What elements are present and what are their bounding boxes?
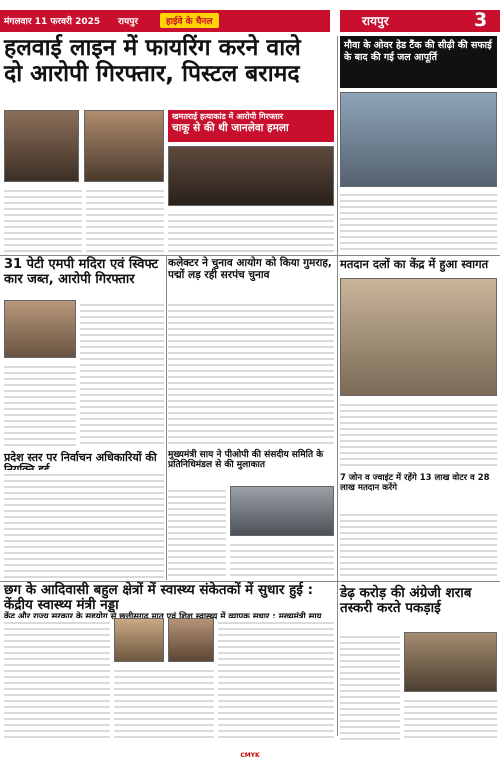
sub-headline-line2: चाकू से की थी जानलेवा हमला [172,122,289,135]
election-right-body [340,510,497,580]
page-number: 3 [474,9,488,31]
minister-meeting-headline [168,450,334,484]
column-rule-2 [337,36,338,736]
page-header [0,10,500,32]
tribal-article-body-3 [218,618,334,740]
officer-appointment-headline [4,452,164,468]
main-article-column-1 [4,186,82,254]
minister-headline-text: मुख्यमंत्री साय ने पीओपी की संसदीय समिति के प्रतिनिधिमंडल से की मुलाकात [168,450,324,471]
liquor-smuggling-headline [340,586,497,630]
delegation-photo [230,486,334,536]
water-tank-photo [340,92,497,187]
tribal-article-body-2 [114,666,214,740]
column-rule-1 [166,256,167,580]
top-registration-mark [0,0,500,10]
main-headline-line1: हलवाई लाइन में फायरिंग करने वाले [4,35,301,61]
minister-article-body [168,486,226,578]
collector-article-body [168,300,334,446]
sidebar-article-headline [340,36,497,88]
main-article-column-2 [86,186,164,254]
accused-photo-3 [168,146,334,206]
liquor-smuggling-body [340,632,400,740]
collector-headline [168,258,334,298]
polling-party-photo [340,278,497,396]
sidebar-article-body [340,190,497,254]
voter-count-headline [340,474,497,508]
polling-party-headline [340,258,497,276]
masthead-badge: हाईवे के चैनल [160,13,219,28]
mid-center-headline-text: कलेक्टर ने चुनाव आयोग को किया गुमराह, पद्मों लड़ रही सरपंच चुनाव [168,257,332,281]
tribal-article-body [4,618,110,740]
tribal-headline-line1: छग के आदिवासी बहुल क्षेत्रों में स्वास्थ्य संकेतकों में सुधार हुई : केंद्रीय स्वास्थ्य मंत्री नड्डा [4,582,313,614]
officer-article-body [4,470,164,578]
section-title: रायपुर [362,14,389,28]
liquor-article-body [80,300,164,448]
liquor-headline-text: डेढ़ करोड़ की अंग्रेजी शराब तस्करी करते पकड़ाई [340,585,472,617]
election-right-headline-text: 7 जोन व ज्वाइंट में रहेंगे 13 लाख वोटर व 28 लाख मतदान करेंगे [340,473,490,493]
officer-headline-text: प्रदेश स्तर पर निर्वाचन अधिकारियों की [4,451,157,464]
main-article-headline [4,36,334,108]
tribal-health-headline [4,583,334,615]
smuggling-arrest-photo [404,632,497,692]
sub-article-body [168,210,334,254]
issue-date: मंगलवार 11 फरवरी 2025 [4,17,101,27]
liquor-smuggling-body-2 [404,696,497,740]
sidebar-headline-text: मौवा के ओवर हेड टैंक की सीढ़ी की सफाई के बाद की गई जल आपूर्ति [344,40,492,63]
bottom-registration-mark [0,742,500,759]
polling-article-body [340,400,497,470]
accused-photo-2 [84,110,164,182]
liquor-seizure-headline [4,258,164,298]
footer-brand-text: CMYK [240,752,260,759]
sub-headline-line1: खमतराई हत्याकांड में आरोपी गिरफ्तार [172,112,284,121]
main-headline-line2: दो आरोपी गिरफ्तार, पिस्टल बरामद [4,60,300,87]
edition-city-left: रायपुर [118,17,139,27]
section-divider-1 [0,255,500,256]
minister-article-body-2 [230,540,334,578]
mid-left-headline-text: 31 पेटी एमपी मदिरा एवं स्विफ्ट कार जब्त, आरोपी गिरफ्तार [4,257,159,287]
sub-article-headline [168,110,334,142]
chief-minister-photo [168,618,214,662]
liquor-article-body-2 [4,362,76,448]
health-minister-photo [114,618,164,662]
accused-photo-1 [4,110,79,182]
mid-right-headline-text: मतदान दलों का केंद्र में हुआ स्वागत [340,257,489,271]
seized-liquor-photo [4,300,76,358]
